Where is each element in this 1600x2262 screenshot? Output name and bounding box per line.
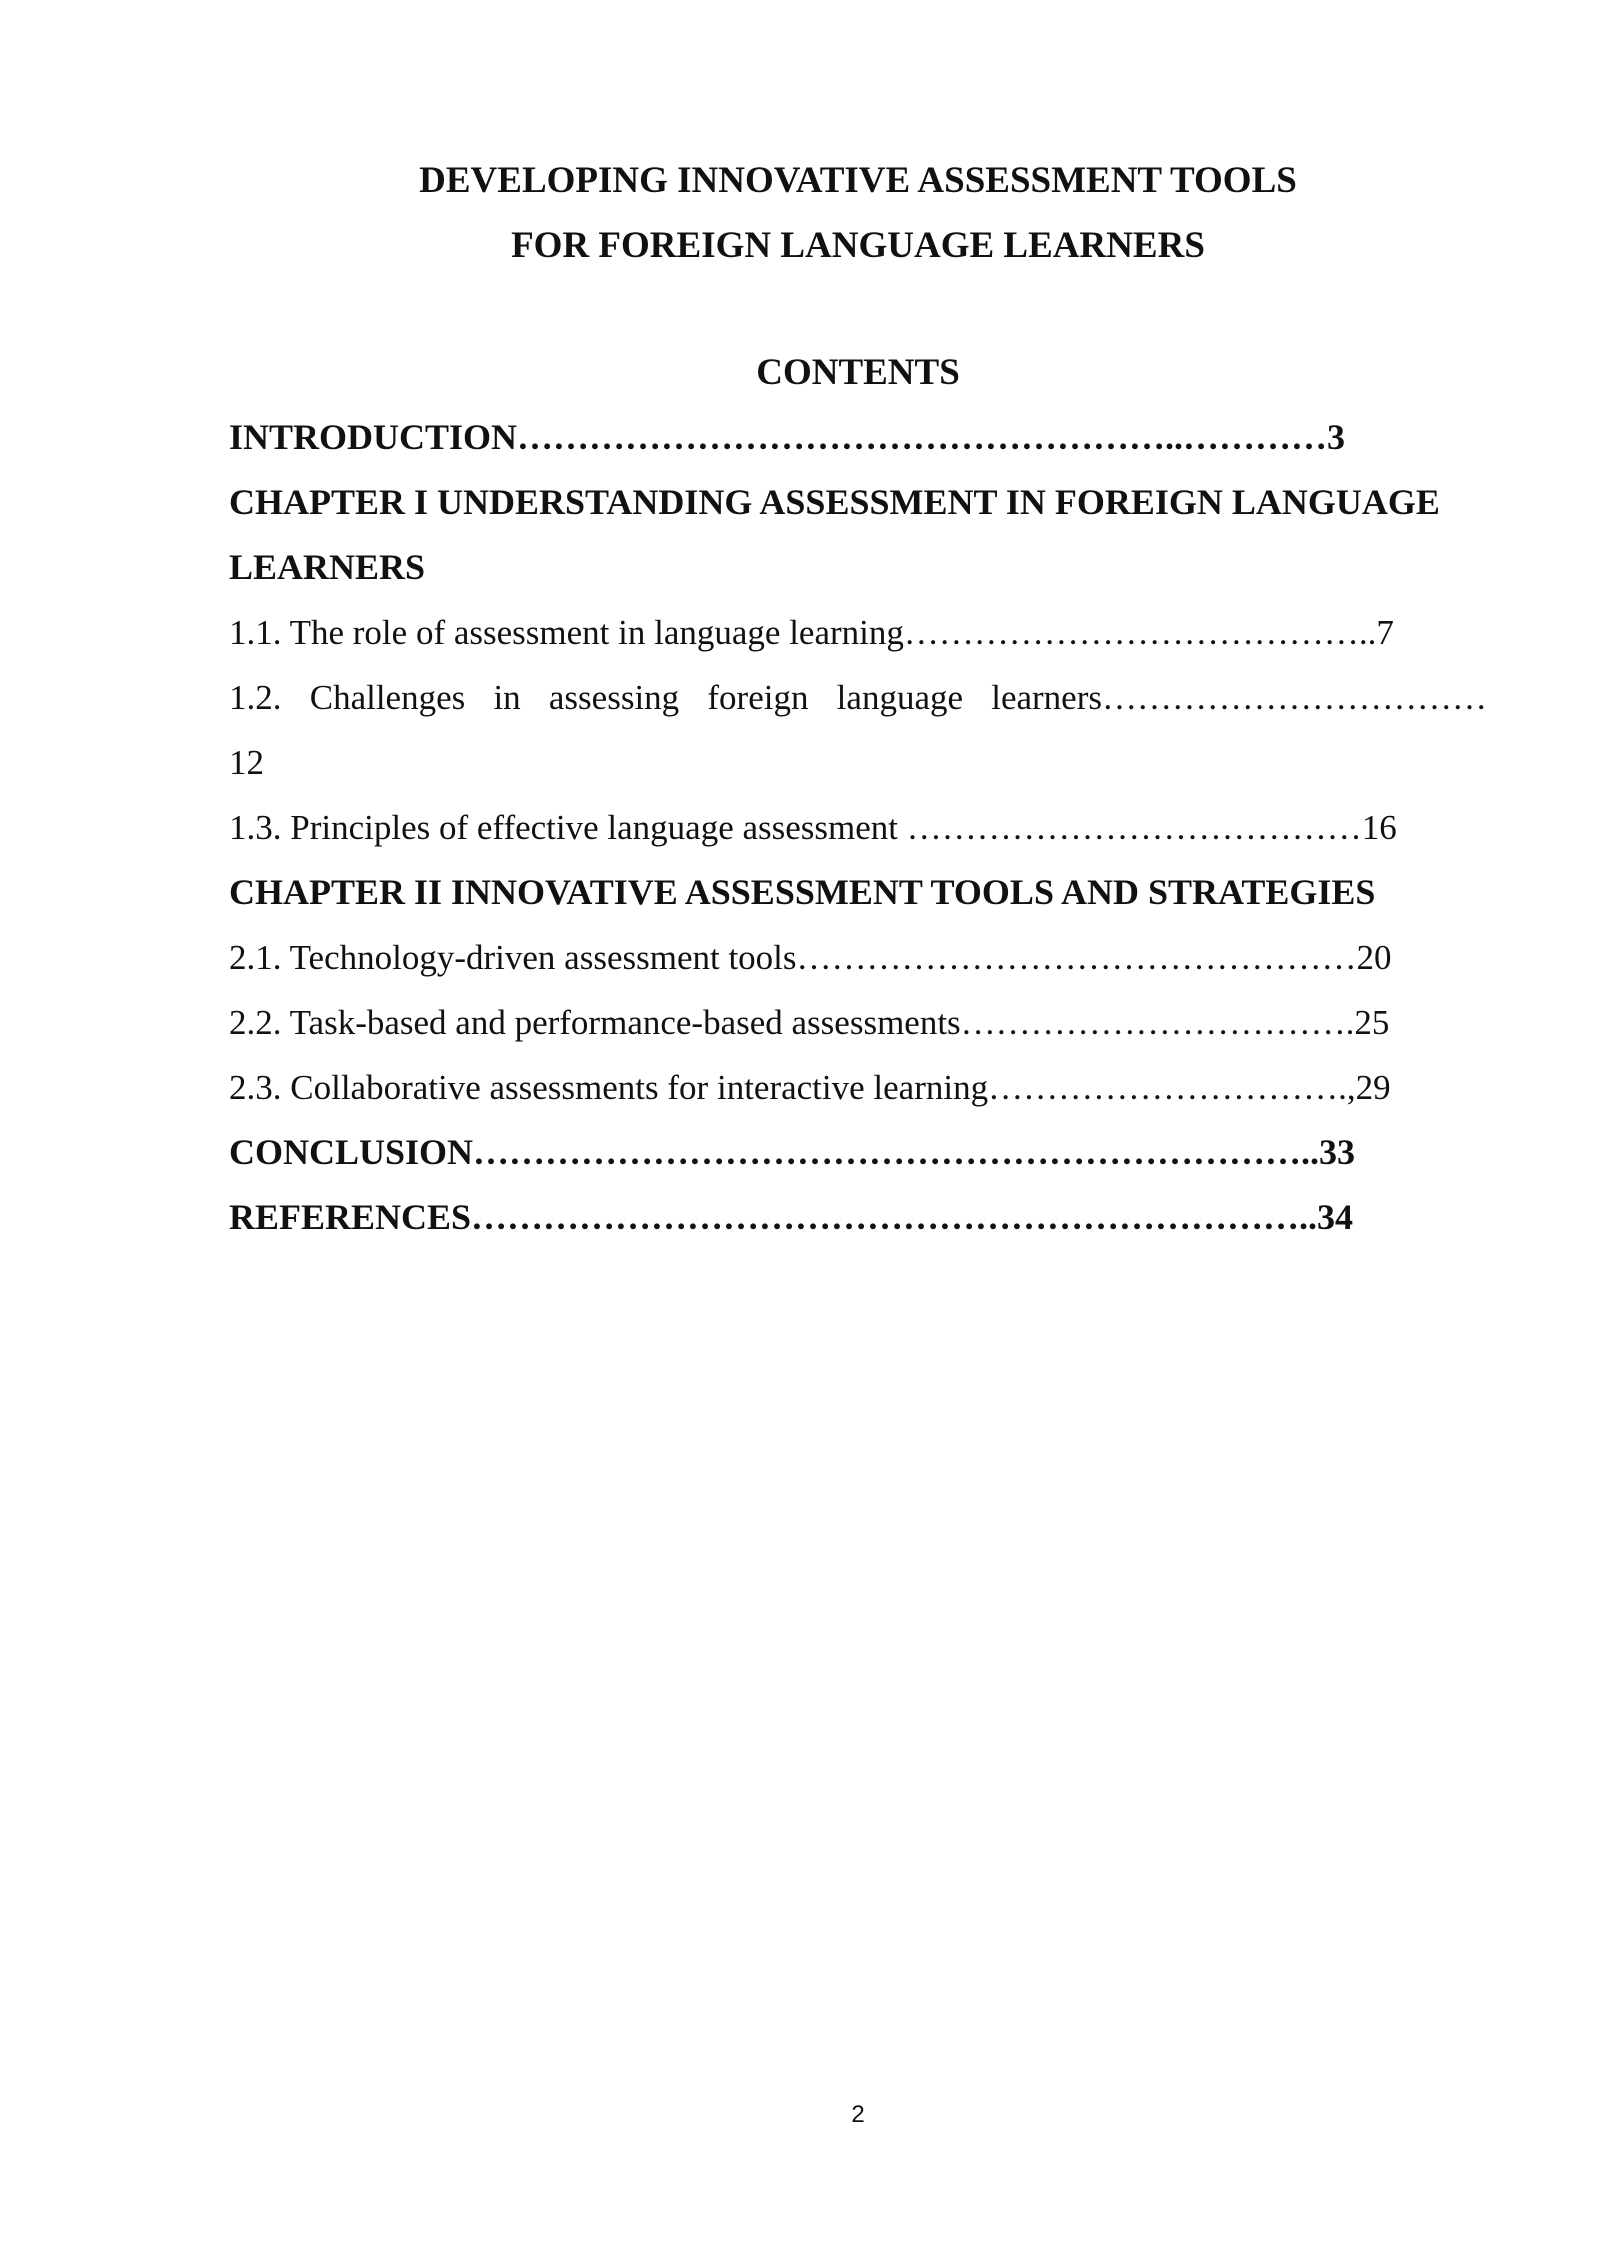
toc-conclusion: CONCLUSION……………………………………………………………..33 [229,1132,1356,1172]
toc-section-2-3: 2.3. Collaborative assessments for interactive learning………………………….,29 [229,1068,1391,1107]
document-title [0,148,1600,278]
toc-section-1-3: 1.3. Principles of effective language assessment …………………………………16 [229,808,1397,847]
title-line-1: DEVELOPING INNOVATIVE ASSESSMENT TOOLS [419,160,1297,201]
title-line-2: FOR FOREIGN LANGUAGE LEARNERS [511,225,1205,266]
toc-section-1-1: 1.1. The role of assessment in language learning…………………………………..7 [229,613,1394,652]
toc-section-2-2: 2.2. Task-based and performance-based assessments…………………………….25 [229,1003,1390,1042]
contents-heading: CONTENTS [756,352,960,393]
toc-references: REFERENCES……………………………………………………………..34 [229,1197,1354,1237]
table-of-contents [229,405,1487,1250]
toc-section-1-2-page: 12 [229,743,264,782]
toc-introduction: INTRODUCTION………………………………………………..…………3 [229,417,1346,457]
toc-section-1-2: 1.2. Challenges in assessing foreign language learners…………………………… [229,678,1487,717]
toc-chapter-1-title-line-2: LEARNERS [229,547,426,587]
toc-chapter-2-title: CHAPTER II INNOVATIVE ASSESSMENT TOOLS AND STRATEGIES [229,872,1376,912]
toc-chapter-1-title-line-1: CHAPTER I UNDERSTANDING ASSESSMENT IN FOREIGN LANGUAGE [229,482,1440,522]
page-number: 2 [851,2101,865,2128]
toc-section-2-1: 2.1. Technology-driven assessment tools…………………………………………20 [229,938,1392,977]
